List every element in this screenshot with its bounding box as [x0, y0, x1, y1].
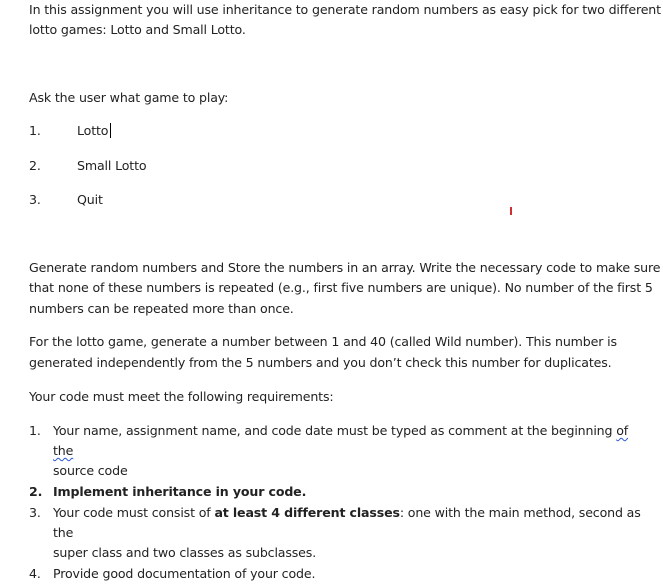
requirement-number: 1. [29, 423, 41, 438]
menu-number: 2. [29, 158, 41, 173]
requirement-text: Your name, assignment name, and code date must be typed as comment at the beginning [53, 423, 617, 438]
requirement-text: Implement inheritance in your code. [53, 484, 307, 499]
menu-label: Quit [77, 192, 103, 207]
requirement-text: : one with the main method, second as the [53, 505, 641, 540]
wild-line-2: generated independently from the 5 numbers and you don’t check this number for duplicates. [29, 355, 612, 370]
menu-number: 3. [29, 192, 41, 207]
requirement-number: 2. [29, 484, 43, 499]
requirement-item [29, 564, 649, 584]
wild-line-1: For the lotto game, generate a number between 1 and 40 (called Wild number). This number is [29, 334, 617, 349]
requirement-number: 4. [29, 566, 41, 581]
requirement-item [29, 503, 649, 563]
generate-line-3: numbers can be repeated more than once. [29, 301, 294, 316]
ask-heading: Ask the user what game to play: [29, 90, 229, 105]
intro-line-1: In this assignment you will use inheritance to generate random numbers as easy pick for two different [29, 2, 661, 17]
requirement-text: Provide good documentation of your code. [53, 566, 316, 581]
requirement-text: Your code must consist of [53, 505, 215, 520]
requirement-text-cont: super class and two classes as subclasses. [53, 545, 317, 560]
requirement-item [29, 421, 649, 481]
generate-line-1: Generate random numbers and Store the numbers in an array. Write the necessary code to make sure [29, 260, 661, 275]
menu-label: Small Lotto [77, 158, 147, 173]
requirement-item [29, 482, 649, 502]
generate-line-2: that none of these numbers is repeated (e.g., first five numbers are unique). No number of the first 5 [29, 280, 653, 295]
requirement-bold: at least 4 different classes [214, 505, 400, 520]
red-mark [510, 207, 512, 215]
text-cursor [110, 123, 111, 138]
intro-line-2: lotto games: Lotto and Small Lotto. [29, 22, 246, 37]
menu-label: Lotto [77, 123, 109, 138]
requirements-heading: Your code must meet the following requirements: [29, 389, 334, 404]
menu-number: 1. [29, 123, 41, 138]
requirements-list [29, 421, 649, 585]
requirement-text-cont: source code [53, 463, 128, 478]
requirement-number: 3. [29, 505, 41, 520]
spelling-flag: of the [53, 423, 629, 458]
